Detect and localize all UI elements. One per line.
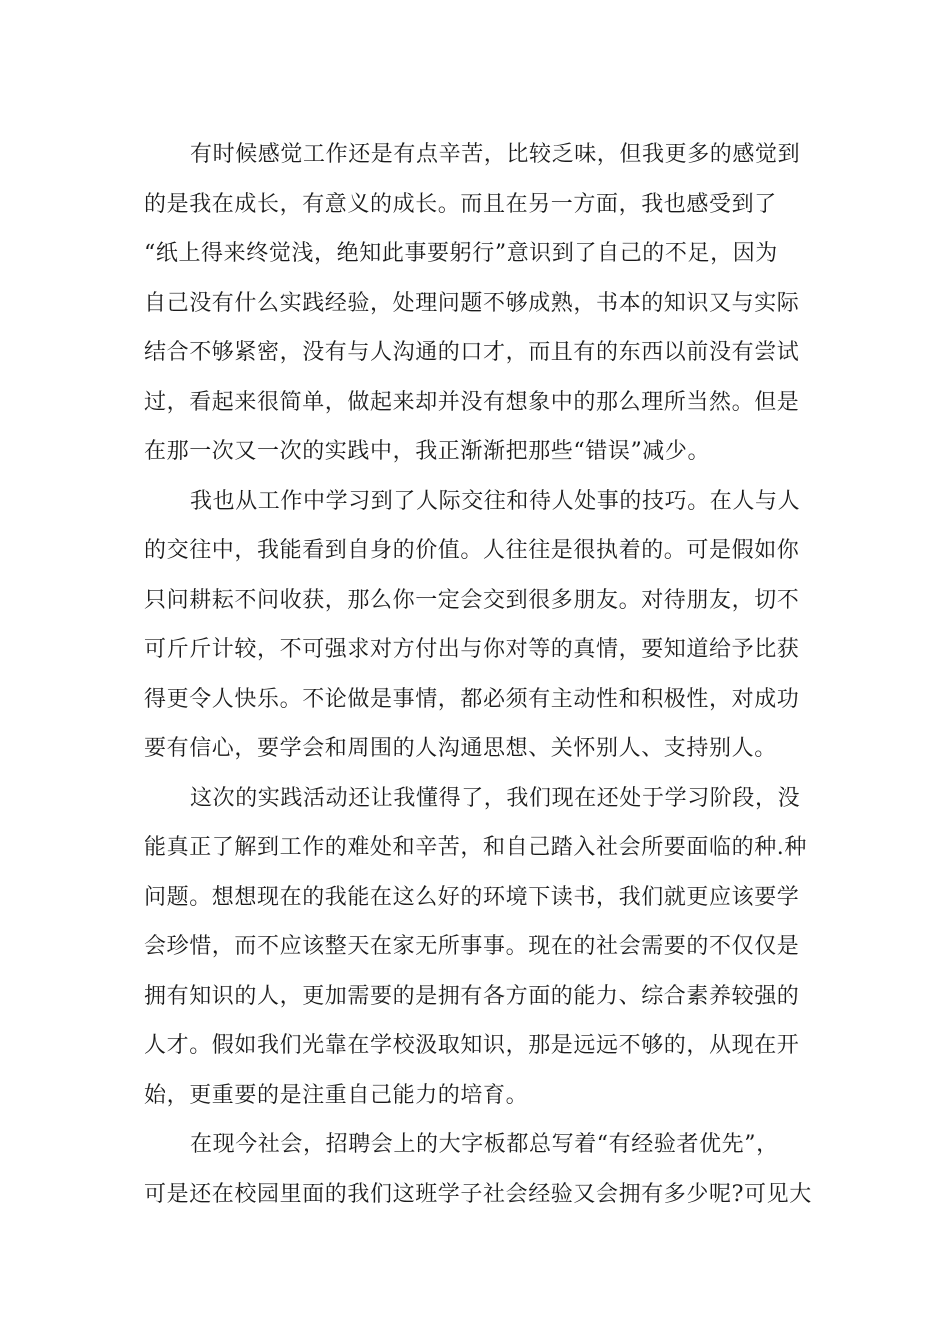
paragraph-line: 的是我在成长，有意义的成长。而且在另一方面，我也感受到了 xyxy=(144,191,777,217)
paragraph-line: 这次的实践活动还让我懂得了，我们现在还处于学习阶段，没 xyxy=(190,785,801,811)
paragraph-line: 能真正了解到工作的难处和辛苦，和自己踏入社会所要面临的种.种 xyxy=(144,835,807,860)
paragraph-3 xyxy=(144,774,814,1121)
paragraph-line: 可斤斤计较，不可强求对方付出与你对等的真情，要知道给予比获 xyxy=(144,637,800,662)
paragraph-line: 在现今社会，招聘会上的大字板都总写着“有经验者优先”， xyxy=(190,1132,779,1157)
paragraph-2 xyxy=(144,477,814,774)
paragraph-1 xyxy=(144,130,814,477)
paragraph-line: 问题。想想现在的我能在这么好的环境下读书，我们就更应该要学 xyxy=(144,884,800,910)
paragraph-line: “纸上得来终觉浅，绝知此事要躬行”意识到了自己的不足，因为 xyxy=(144,241,778,266)
document-body xyxy=(144,130,814,1219)
paragraph-line: 结合不够紧密，没有与人沟通的口才，而且有的东西以前没有尝试 xyxy=(144,340,800,365)
paragraph-line: 有时候感觉工作还是有点辛苦，比较乏味，但我更多的感觉到 xyxy=(190,142,801,167)
paragraph-4 xyxy=(144,1120,814,1219)
paragraph-line: 会珍惜，而不应该整天在家无所事事。现在的社会需要的不仅仅是 xyxy=(144,934,800,959)
paragraph-line: 自己没有什么实践经验，处理问题不够成熟，书本的知识又与实际 xyxy=(144,290,800,316)
paragraph-line: 我也从工作中学习到了人际交往和待人处事的技巧。在人与人 xyxy=(190,488,801,514)
paragraph-line: 的交往中，我能看到自身的价值。人往往是很执着的。可是假如你 xyxy=(144,538,800,563)
paragraph-line: 人才。假如我们光靠在学校汲取知识，那是远远不够的，从现在开 xyxy=(144,1033,800,1058)
paragraph-line: 在那一次又一次的实践中，我正渐渐把那些“错误”减少。 xyxy=(144,439,711,464)
paragraph-line: 得更令人快乐。不论做是事情，都必须有主动性和积极性，对成功 xyxy=(144,686,800,712)
paragraph-line: 过，看起来很简单，做起来却并没有想象中的那么理所当然。但是 xyxy=(144,389,800,415)
paragraph-line: 只问耕耘不问收获，那么你一定会交到很多朋友。对待朋友，切不 xyxy=(144,587,800,613)
paragraph-line: 拥有知识的人，更加需要的是拥有各方面的能力、综合素养较强的 xyxy=(144,983,800,1009)
paragraph-line: 始，更重要的是注重自己能力的培育。 xyxy=(144,1082,529,1108)
paragraph-line: 可是还在校园里面的我们这班学子社会经验又会拥有多少呢?可见大 xyxy=(144,1181,812,1207)
paragraph-line: 要有信心，要学会和周围的人沟通思想、关怀别人、支持别人。 xyxy=(144,736,777,761)
